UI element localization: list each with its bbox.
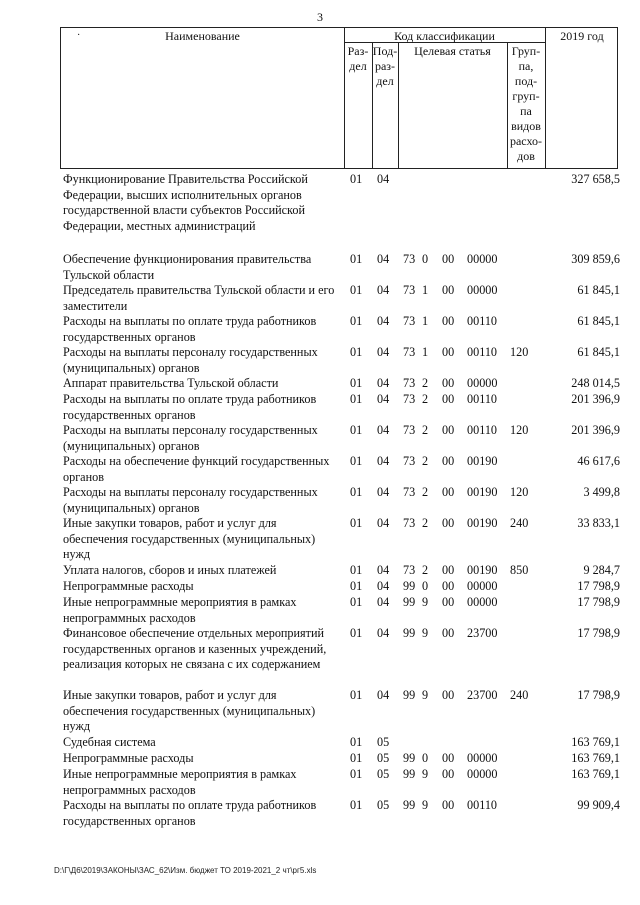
row-code-p: 04	[377, 579, 390, 593]
row-code-d: 00	[442, 751, 455, 765]
row-code-p: 05	[377, 735, 390, 749]
table-row	[0, 314, 640, 345]
table-row	[0, 392, 640, 423]
row-code-d: 00	[442, 579, 455, 593]
row-code-s: 01	[350, 579, 363, 593]
row-code-e: 00190	[467, 516, 498, 530]
row-code-s: 01	[350, 283, 363, 297]
row-code-b: 1	[422, 283, 429, 297]
page-number: 3	[317, 10, 323, 24]
row-code-e: 00190	[467, 454, 498, 468]
row-code-d: 00	[442, 376, 455, 390]
row-value: 17 798,9	[577, 688, 620, 702]
row-code-b: 2	[422, 423, 429, 437]
row-code-d: 00	[442, 314, 455, 328]
row-code-d: 00	[442, 595, 455, 609]
row-value: 201 396,9	[571, 392, 620, 406]
row-code-a: 73	[403, 252, 416, 266]
row-code-s: 01	[350, 345, 363, 359]
row-code-b: 2	[422, 485, 429, 499]
row-code-p: 05	[377, 767, 390, 781]
row-value: 163 769,1	[571, 767, 620, 781]
header-name: Наименование	[165, 29, 240, 43]
row-code-a: 99	[403, 579, 416, 593]
row-code-e: 00000	[467, 595, 498, 609]
row-value: 163 769,1	[571, 735, 620, 749]
row-code-e: 00000	[467, 751, 498, 765]
row-code-a: 73	[403, 454, 416, 468]
row-code-b: 0	[422, 252, 429, 266]
header-code: Код классификации	[394, 29, 495, 43]
row-code-p: 04	[377, 516, 390, 530]
row-code-p: 04	[377, 283, 390, 297]
row-code-e: 00110	[467, 392, 498, 406]
row-code-a: 99	[403, 798, 416, 812]
row-code-b: 9	[422, 595, 429, 609]
table-row	[0, 595, 640, 626]
row-code-d: 00	[442, 767, 455, 781]
row-code-b: 9	[422, 688, 429, 702]
table-row	[0, 376, 640, 392]
table-row	[0, 485, 640, 516]
row-value: 3 499,8	[583, 485, 620, 499]
row-code-b: 2	[422, 376, 429, 390]
row-code-b: 9	[422, 767, 429, 781]
header-year: 2019 год	[560, 29, 604, 43]
table-row	[0, 252, 640, 283]
row-name: Финансовое обеспечение отдельных мероприятий государственных органов и казенных учреждений, реализация которых не связана с их содержанием	[63, 626, 327, 671]
row-code-p: 04	[377, 252, 390, 266]
table-row	[0, 423, 640, 454]
row-code-b: 2	[422, 563, 429, 577]
row-value: 163 769,1	[571, 751, 620, 765]
row-code-a: 99	[403, 767, 416, 781]
row-name: Судебная система	[63, 735, 156, 749]
row-code-p: 05	[377, 798, 390, 812]
row-code-a: 73	[403, 485, 416, 499]
row-code-e: 00110	[467, 314, 498, 328]
row-code-g: 120	[510, 485, 529, 499]
row-code-p: 04	[377, 345, 390, 359]
row-code-e: 00000	[467, 579, 498, 593]
row-code-b: 0	[422, 579, 429, 593]
row-code-b: 2	[422, 516, 429, 530]
row-name: Функционирование Правительства Российской Федерации, высших исполнительных органов государственной власти субъектов Российской Федерации, местных администраций	[63, 172, 308, 233]
row-code-s: 01	[350, 595, 363, 609]
table-row	[0, 688, 640, 735]
row-code-p: 05	[377, 751, 390, 765]
row-code-g: 850	[510, 563, 529, 577]
row-value: 17 798,9	[577, 595, 620, 609]
row-code-s: 01	[350, 423, 363, 437]
row-code-p: 04	[377, 454, 390, 468]
row-code-d: 00	[442, 252, 455, 266]
table-row	[0, 751, 640, 767]
row-code-e: 00110	[467, 798, 498, 812]
row-code-a: 73	[403, 376, 416, 390]
row-name: Иные закупки товаров, работ и услуг для обеспечения государственных (муниципальных) нужд	[63, 516, 316, 561]
table-row	[0, 798, 640, 829]
row-value: 46 617,6	[577, 454, 620, 468]
row-code-g: 240	[510, 516, 529, 530]
row-code-a: 99	[403, 595, 416, 609]
row-value: 33 833,1	[577, 516, 620, 530]
row-code-p: 04	[377, 595, 390, 609]
table-header	[60, 27, 618, 169]
row-code-a: 99	[403, 751, 416, 765]
row-code-a: 73	[403, 563, 416, 577]
row-code-d: 00	[442, 516, 455, 530]
row-code-e: 00000	[467, 283, 498, 297]
row-code-e: 23700	[467, 626, 498, 640]
row-name: Расходы на обеспечение функций государственных органов	[63, 454, 330, 484]
row-value: 17 798,9	[577, 579, 620, 593]
row-code-g: 120	[510, 345, 529, 359]
table-row	[0, 579, 640, 595]
row-name: Расходы на выплаты по оплате труда работников государственных органов	[63, 798, 317, 828]
row-code-e: 00000	[467, 767, 498, 781]
row-code-s: 01	[350, 485, 363, 499]
row-code-a: 73	[403, 516, 416, 530]
row-code-s: 01	[350, 767, 363, 781]
row-name: Расходы на выплаты персоналу государственных (муниципальных) органов	[63, 485, 318, 515]
row-code-e: 00110	[467, 423, 498, 437]
row-code-s: 01	[350, 751, 363, 765]
table-row	[0, 283, 640, 314]
row-name: Аппарат правительства Тульской области	[63, 376, 279, 390]
row-code-e: 23700	[467, 688, 498, 702]
row-code-e: 00110	[467, 345, 498, 359]
row-name: Уплата налогов, сборов и иных платежей	[63, 563, 277, 577]
row-code-a: 99	[403, 688, 416, 702]
row-code-b: 1	[422, 345, 429, 359]
row-code-d: 00	[442, 423, 455, 437]
row-code-p: 04	[377, 314, 390, 328]
row-code-b: 0	[422, 751, 429, 765]
table-row	[0, 454, 640, 485]
row-code-a: 73	[403, 423, 416, 437]
row-code-s: 01	[350, 392, 363, 406]
row-code-d: 00	[442, 454, 455, 468]
row-value: 9 284,7	[583, 563, 620, 577]
table-row	[0, 563, 640, 579]
row-code-e: 00190	[467, 563, 498, 577]
row-code-d: 00	[442, 563, 455, 577]
row-code-d: 00	[442, 283, 455, 297]
table-row	[0, 767, 640, 798]
row-value: 61 845,1	[577, 314, 620, 328]
row-value: 61 845,1	[577, 283, 620, 297]
row-name: Расходы на выплаты по оплате труда работников государственных органов	[63, 392, 317, 422]
row-code-s: 01	[350, 798, 363, 812]
file-path-footer: D:\Г\Д6\2019\ЗАКОНЫ\ЗАС_62\Изм. бюджет ТО 2019-2021_2 чт\рг5.xls	[54, 866, 317, 875]
row-name: Расходы на выплаты персоналу государственных (муниципальных) органов	[63, 423, 318, 453]
row-value: 61 845,1	[577, 345, 620, 359]
row-code-a: 73	[403, 314, 416, 328]
row-name: Иные непрограммные мероприятия в рамках непрограммных расходов	[63, 595, 297, 625]
row-code-s: 01	[350, 563, 363, 577]
row-code-d: 00	[442, 798, 455, 812]
row-code-a: 99	[403, 626, 416, 640]
header-group: Груп- па, под- груп- па видов расхо- дов	[509, 44, 543, 163]
table-row	[0, 626, 640, 688]
row-code-b: 9	[422, 626, 429, 640]
row-code-b: 2	[422, 454, 429, 468]
row-code-s: 01	[350, 252, 363, 266]
row-code-b: 2	[422, 392, 429, 406]
row-code-s: 01	[350, 314, 363, 328]
row-code-b: 9	[422, 798, 429, 812]
table-row	[0, 172, 640, 252]
header-mark: ·	[77, 30, 81, 41]
row-code-d: 00	[442, 345, 455, 359]
row-code-s: 01	[350, 688, 363, 702]
row-value: 309 859,6	[571, 252, 620, 266]
row-value: 327 658,5	[571, 172, 620, 186]
row-code-p: 04	[377, 626, 390, 640]
row-code-p: 04	[377, 563, 390, 577]
row-name: Председатель правительства Тульской области и его заместители	[63, 283, 335, 313]
row-code-e: 00000	[467, 376, 498, 390]
row-code-a: 73	[403, 345, 416, 359]
row-name: Расходы на выплаты персоналу государственных (муниципальных) органов	[63, 345, 318, 375]
row-code-s: 01	[350, 172, 363, 186]
row-value: 201 396,9	[571, 423, 620, 437]
row-value: 99 909,4	[577, 798, 620, 812]
row-code-s: 01	[350, 626, 363, 640]
row-value: 248 014,5	[571, 376, 620, 390]
row-code-s: 01	[350, 516, 363, 530]
row-name: Расходы на выплаты по оплате труда работников государственных органов	[63, 314, 317, 344]
table-body	[0, 172, 640, 829]
row-code-p: 04	[377, 688, 390, 702]
row-name: Непрограммные расходы	[63, 579, 194, 593]
row-code-g: 240	[510, 688, 529, 702]
row-name: Иные непрограммные мероприятия в рамках непрограммных расходов	[63, 767, 297, 797]
row-name: Непрограммные расходы	[63, 751, 194, 765]
row-code-s: 01	[350, 735, 363, 749]
row-code-d: 00	[442, 626, 455, 640]
row-code-s: 01	[350, 454, 363, 468]
header-target: Целевая статья	[414, 44, 491, 58]
row-value: 17 798,9	[577, 626, 620, 640]
row-code-d: 00	[442, 688, 455, 702]
row-code-p: 04	[377, 423, 390, 437]
header-razdel: Раз- дел	[347, 44, 369, 73]
row-code-s: 01	[350, 376, 363, 390]
row-code-p: 04	[377, 392, 390, 406]
row-name: Иные закупки товаров, работ и услуг для обеспечения государственных (муниципальных) нужд	[63, 688, 316, 733]
row-code-d: 00	[442, 392, 455, 406]
table-row	[0, 345, 640, 376]
row-code-p: 04	[377, 376, 390, 390]
row-name: Обеспечение функционирования правительства Тульской области	[63, 252, 312, 282]
row-code-p: 04	[377, 485, 390, 499]
header-podrazdel: Под- раз- дел	[372, 44, 398, 88]
row-code-b: 1	[422, 314, 429, 328]
row-code-e: 00190	[467, 485, 498, 499]
row-code-p: 04	[377, 172, 390, 186]
row-code-g: 120	[510, 423, 529, 437]
row-code-d: 00	[442, 485, 455, 499]
table-row	[0, 516, 640, 563]
row-code-a: 73	[403, 283, 416, 297]
row-code-e: 00000	[467, 252, 498, 266]
table-row	[0, 735, 640, 751]
row-code-a: 73	[403, 392, 416, 406]
